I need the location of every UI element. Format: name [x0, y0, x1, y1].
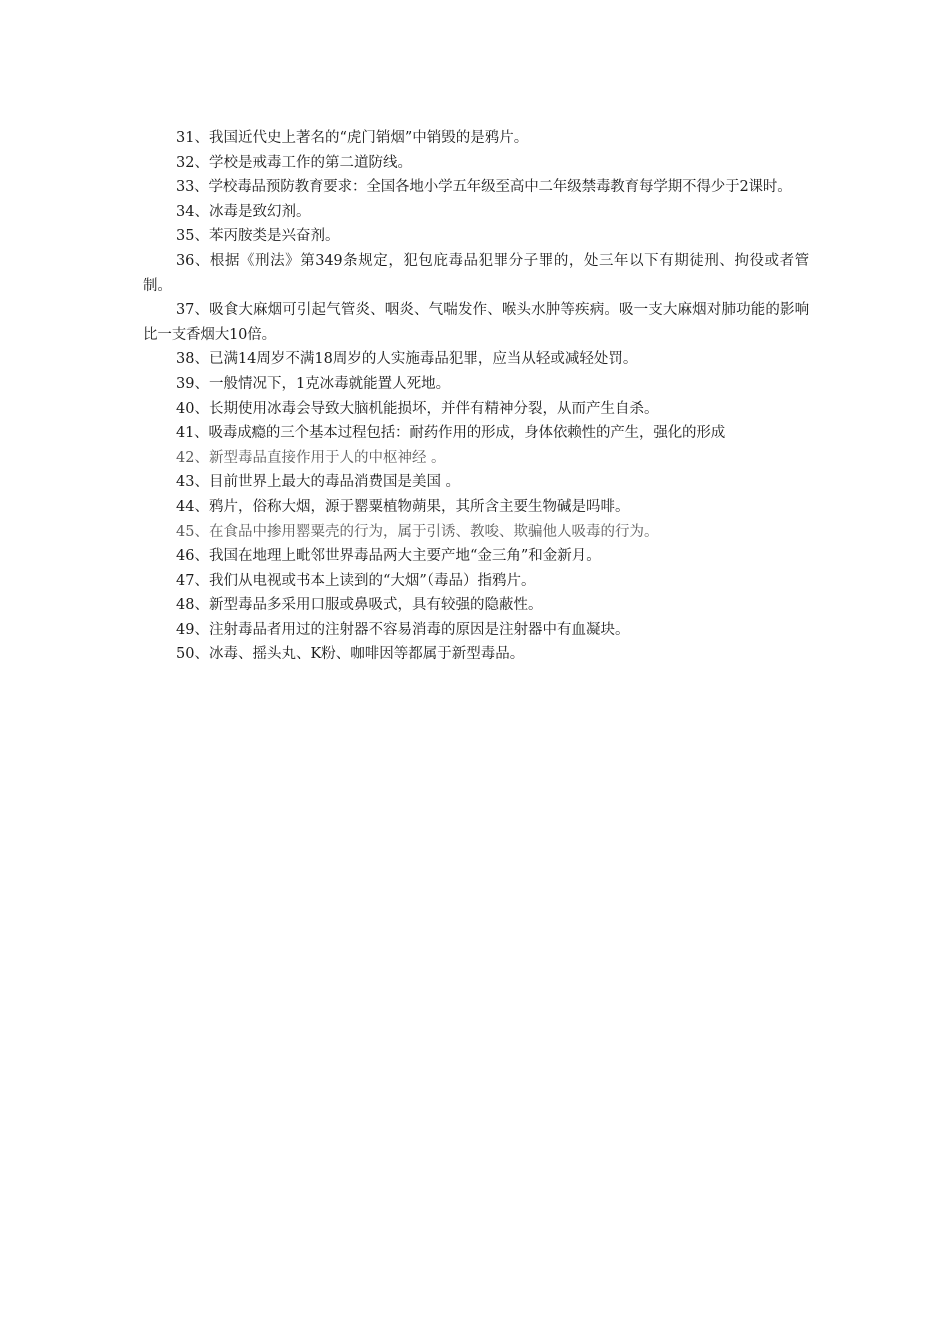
paragraph-50: 50、冰毒、摇头丸、K粉、咖啡因等都属于新型毒品。 [176, 646, 525, 663]
paragraph-41: 41、吸毒成瘾的三个基本过程包括：耐药作用的形成，身体依赖性的产生，强化的形成 [176, 425, 726, 442]
paragraph-40: 40、长期使用冰毒会导致大脑机能损坏，并伴有精神分裂，从而产生自杀。 [176, 400, 659, 417]
paragraph-44: 44、鸦片，俗称大烟，源于罂粟植物蒴果，其所含主要生物碱是吗啡。 [176, 498, 630, 515]
paragraph-31: 31、我国近代史上著名的“虎门销烟”中销毁的是鸦片。 [176, 130, 529, 146]
paragraph-35: 35、苯丙胺类是兴奋剂。 [176, 228, 340, 245]
paragraph-43: 43、目前世界上最大的毒品消费国是美国 。 [176, 474, 461, 491]
paragraph-39: 39、一般情况下，1克冰毒就能置人死地。 [176, 375, 451, 392]
paragraph-47: 47、我们从电视或书本上读到的“大烟”（毒品）指鸦片。 [176, 572, 536, 589]
paragraph-33: 33、学校毒品预防教育要求：全国各地小学五年级至高中二年级禁毒教育每学期不得少于2课时。 [176, 179, 792, 196]
paragraph-32: 32、学校是戒毒工作的第二道防线。 [176, 154, 412, 171]
paragraph-37: 37、吸食大麻烟可引起气管炎、咽炎、气喘发作、喉头水肿等疾病。吸一支大麻烟对肺功能的影响比一支香烟大10倍。 [143, 302, 809, 343]
paragraph-46: 46、我国在地理上毗邻世界毒品两大主要产地“金三角”和金新月。 [176, 548, 601, 565]
paragraph-42: 42、新型毒品直接作用于人的中枢神经 。 [176, 449, 446, 466]
paragraph-49: 49、注射毒品者用过的注射器不容易消毒的原因是注射器中有血凝块。 [176, 621, 630, 638]
paragraph-36: 36、根据《刑法》第349条规定，犯包庇毒品犯罪分子罪的，处三年以下有期徒刑、拘役或者管制。 [143, 252, 809, 294]
paragraph-45: 45、在食品中掺用罂粟壳的行为，属于引诱、教唆、欺骗他人吸毒的行为。 [176, 523, 659, 540]
paragraph-48: 48、新型毒品多采用口服或鼻吸式，具有较强的隐蔽性。 [176, 597, 543, 614]
paragraph-38: 38、已满14周岁不满18周岁的人实施毒品犯罪，应当从轻或减轻处罚。 [176, 351, 638, 368]
document-body [143, 126, 809, 667]
paragraph-34: 34、冰毒是致幻剂。 [176, 203, 311, 220]
